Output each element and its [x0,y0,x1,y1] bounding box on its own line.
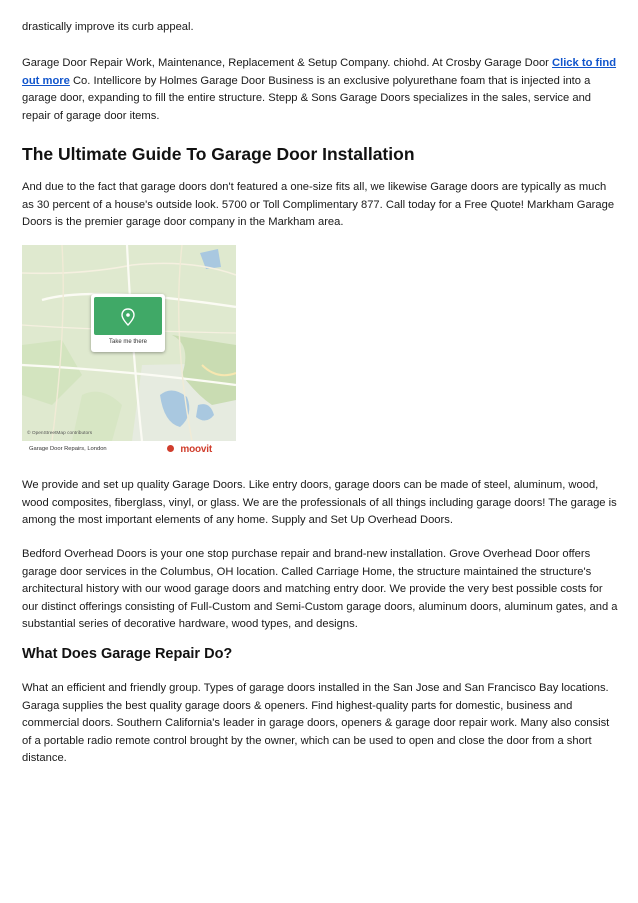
installation-paragraph-2: We provide and set up quality Garage Doors. Like entry doors, garage doors can be made of steel, aluminum, wood, wood composites, fiberglass, vinyl, or glass. We are the professionals of all things including garage doors! The garage is among the most important elements of any home. Supply and Set Up Overhead Doors. [22,479,617,526]
intro-paragraph-2 [22,55,618,125]
location-card-header [94,297,162,335]
map-caption: Garage Door Repairs, London [29,446,107,452]
installation-paragraph-3: Bedford Overhead Doors is your one stop purchase repair and brand-new installation. Grove Overhead Door offers garage door services in the Columbus, OH location. Called Carriage Home, the structure maintained the structure's architectural history with our wood garage doors and matching entry door. We provide the very best possible costs for our distinct offerings consisting of Full-Custom and Semi-Custom garage doors, aluminum doors, aluminum gates, and a substantial series of decorative hardware, wood types, and designs. [22,548,618,630]
garage-repair-paragraph: What an efficient and friendly group. Types of garage doors installed in the San Jose and San Francisco Bay locations. Garaga supplies the best quality garage doors & openers. Find highest-quality parts for domestic, business and commercial doors. Southern California's leader in garage doors, openers & garage door repair work. Many also consist of a portable radio remote control brought by the owner, which can be used to open and close the door from a short distance. [22,682,610,764]
map-attribution: © OpenStreetMap contributors [27,431,93,436]
moovit-brand: moovit [180,444,212,455]
intro-paragraph-1: drastically improve its curb appeal. [22,21,194,33]
section-heading-garage-repair: What Does Garage Repair Do? [22,646,233,662]
intro-text-before-link: Garage Door Repair Work, Maintenance, Replacement & Setup Company. chiohd. At Crosby Garage Door [22,57,553,69]
click-to-find-out-more-link[interactable]: Click to find out more [22,57,617,87]
moovit-logo-icon [167,445,174,452]
map-pin-icon [94,297,162,335]
map-image[interactable] [22,245,236,459]
installation-paragraph-1: And due to the fact that garage doors don't featured a one-size fits all, we likewise Garage doors are typically as much as 30 percent of a house's outside look. 5700 or Toll Complimentary 877. Call today for a Free Quote! Markham Garage Doors is the premier garage door company in the Markham area. [22,181,615,228]
map-footer [22,441,236,459]
section-heading-installation-guide: The Ultimate Guide To Garage Door Installation [22,144,415,164]
intro-text-after-link: Co. Intellicore by Holmes Garage Door Business is an exclusive polyurethane foam that is injected into a garage door, expanding to fill the entire structure. Stepp & Sons Garage Doors specializes in the sales, service and repair of garage door items. [22,74,592,122]
location-card[interactable] [91,294,165,352]
take-me-there-button[interactable]: Take me there [108,339,148,345]
